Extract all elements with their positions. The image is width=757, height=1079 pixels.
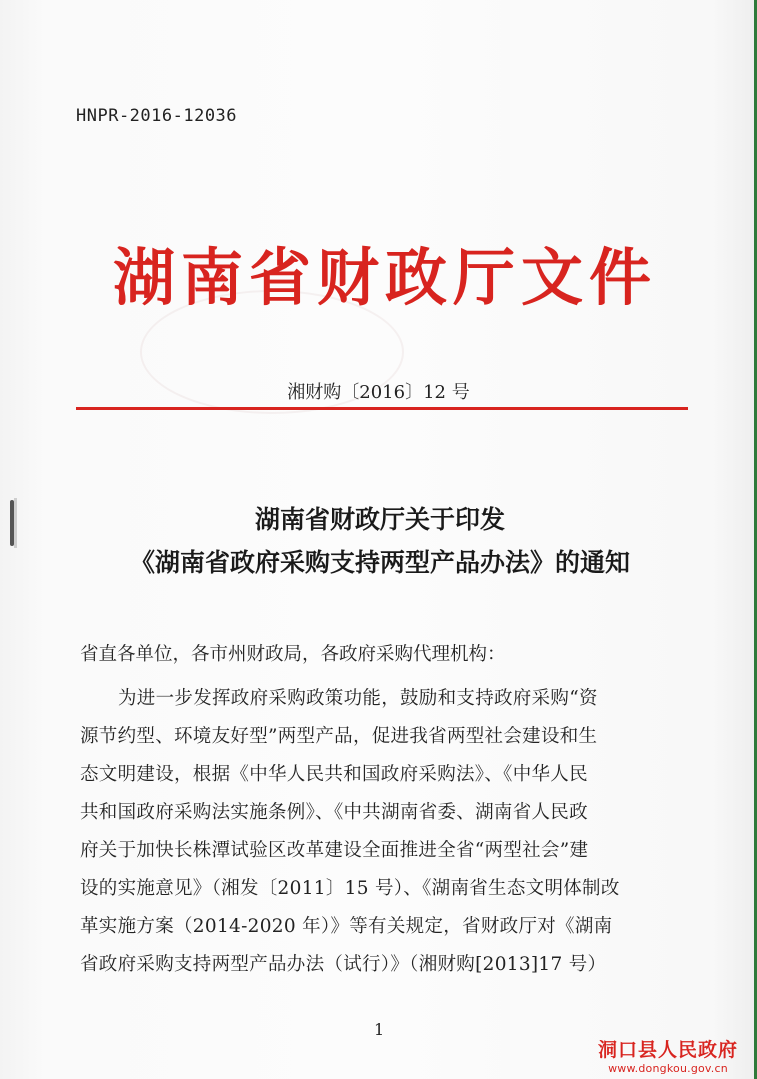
title-line-2: 《湖南省政府采购支持两型产品办法》的通知 <box>129 548 630 577</box>
salutation: 省直各单位，各市州财政局，各政府采购代理机构： <box>80 644 506 665</box>
document-number: 湘财购〔2016〕12 号 <box>287 382 470 403</box>
body-paragraph <box>80 680 690 984</box>
body-line: 源节约型、环境友好型”两型产品，促进我省两型社会建设和生 <box>80 726 598 747</box>
page-number: 1 <box>374 1020 385 1039</box>
body-line: 府关于加快长株潭试验区改革建设全面推进全省“两型社会”建 <box>80 840 589 861</box>
watermark-url: www.dongkou.gov.cn <box>608 1062 728 1075</box>
staple-shadow <box>14 498 17 548</box>
watermark-site-name: 洞口县人民政府 <box>597 1039 738 1061</box>
staple-icon <box>10 500 14 546</box>
body-line: 革实施方案（2014-2020 年）》等有关规定，省财政厅对《湖南 <box>80 916 613 937</box>
red-divider <box>76 407 688 410</box>
body-line: 设的实施意见》（湘发〔2011〕15 号）、《湖南省生态文明体制改 <box>80 878 620 899</box>
body-line: 共和国政府采购法实施条例》、《中共湖南省委、湖南省人民政 <box>80 802 588 823</box>
document-id: HNPR-2016-12036 <box>76 106 238 126</box>
body-line: 态文明建设，根据《中华人民共和国政府采购法》、《中华人民 <box>80 764 588 785</box>
title-line-1: 湖南省财政厅关于印发 <box>254 505 505 534</box>
site-watermark <box>589 1035 747 1075</box>
body-line: 省政府采购支持两型产品办法（试行）》（湘财购[2013]17 号） <box>80 954 607 975</box>
document-title <box>70 498 690 584</box>
issuer-header: 湖南省财政厅文件 <box>112 241 657 314</box>
body-line: 为进一步发挥政府采购政策功能，鼓励和支持政府采购“资 <box>118 688 598 709</box>
